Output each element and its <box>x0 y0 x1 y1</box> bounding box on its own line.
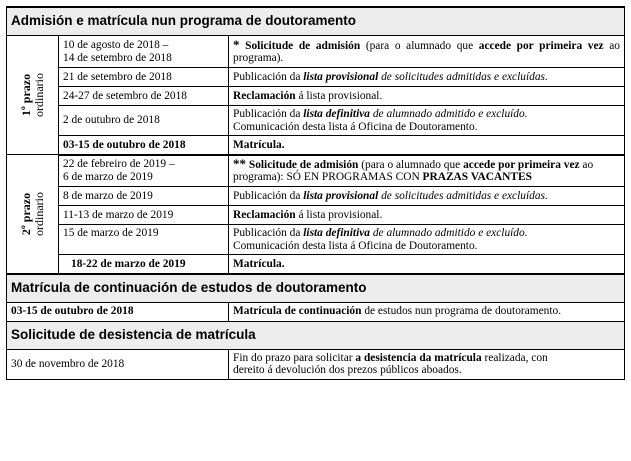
description-cell: Reclamación á lista provisional. <box>229 206 625 225</box>
table-row <box>7 302 625 321</box>
date-cell: 18-22 de marzo de 2019 <box>59 255 229 274</box>
section-title: Admisión e matrícula nun programa de doutoramento <box>7 7 625 36</box>
period-label-2: 2º prazo ordinario <box>7 155 59 274</box>
calendar-table <box>6 6 625 380</box>
table-row <box>7 106 625 136</box>
table-row <box>7 255 625 274</box>
section-header-desistencia <box>7 321 625 349</box>
description-cell: Matrícula. <box>229 255 625 274</box>
table-row <box>7 187 625 206</box>
date-cell: 24-27 de setembro de 2018 <box>59 87 229 106</box>
table-row <box>7 225 625 255</box>
document <box>6 6 624 380</box>
date-cell: 10 de agosto de 2018 – 14 de setembro de 2018 <box>59 36 229 68</box>
table-row <box>7 68 625 87</box>
date-cell: 30 de novembro de 2018 <box>7 349 229 379</box>
description-cell: Matrícula. <box>229 136 625 155</box>
section-title: Matrícula de continuación de estudos de doutoramento <box>7 274 625 303</box>
description-cell: Publicación da lista definitiva de alumnado admitido e excluído. Comunicación desta lista á Oficina de Doutoramento. <box>229 106 625 136</box>
description-cell: Reclamación á lista provisional. <box>229 87 625 106</box>
section-title: Solicitude de desistencia de matrícula <box>7 321 625 349</box>
table-row <box>7 36 625 68</box>
section-header-admision <box>7 7 625 36</box>
description-cell: Publicación da lista definitiva de alumnado admitido e excluído. Comunicación desta lista á Oficina de Doutoramento. <box>229 225 625 255</box>
table-row <box>7 349 625 379</box>
table-row <box>7 155 625 187</box>
date-cell: 11-13 de marzo de 2019 <box>59 206 229 225</box>
period-label-1: 1º prazo ordinario <box>7 36 59 155</box>
date-cell: 8 de marzo de 2019 <box>59 187 229 206</box>
table-row <box>7 206 625 225</box>
date-cell: 2 de outubro de 2018 <box>59 106 229 136</box>
date-cell: 22 de febreiro de 2019 – 6 de marzo de 2019 <box>59 155 229 187</box>
description-cell: Publicación da lista provisional de solicitudes admitidas e excluídas. <box>229 187 625 206</box>
description-cell: * Solicitude de admisión (para o alumnado que accede por primeira vez ao programa). <box>229 36 625 68</box>
section-header-continuacion <box>7 274 625 303</box>
description-cell: Publicación da lista provisional de solicitudes admitidas e excluídas. <box>229 68 625 87</box>
table-row <box>7 136 625 155</box>
table-row <box>7 87 625 106</box>
date-cell: 03-15 de outubro de 2018 <box>59 136 229 155</box>
date-cell: 03-15 de outubro de 2018 <box>7 302 229 321</box>
description-cell: Matrícula de continuación de estudos nun programa de doutoramento. <box>229 302 625 321</box>
description-cell: ** Solicitude de admisión (para o alumnado que accede por primeira vez ao programa): SÓ EN PROGRAMAS CON PRAZAS VACANTES <box>229 155 625 187</box>
date-cell: 15 de marzo de 2019 <box>59 225 229 255</box>
description-cell: Fin do prazo para solicitar a desistencia da matrícula realizada, con dereito á devolución dos prezos públicos aboados. <box>229 349 625 379</box>
date-cell: 21 de setembro de 2018 <box>59 68 229 87</box>
